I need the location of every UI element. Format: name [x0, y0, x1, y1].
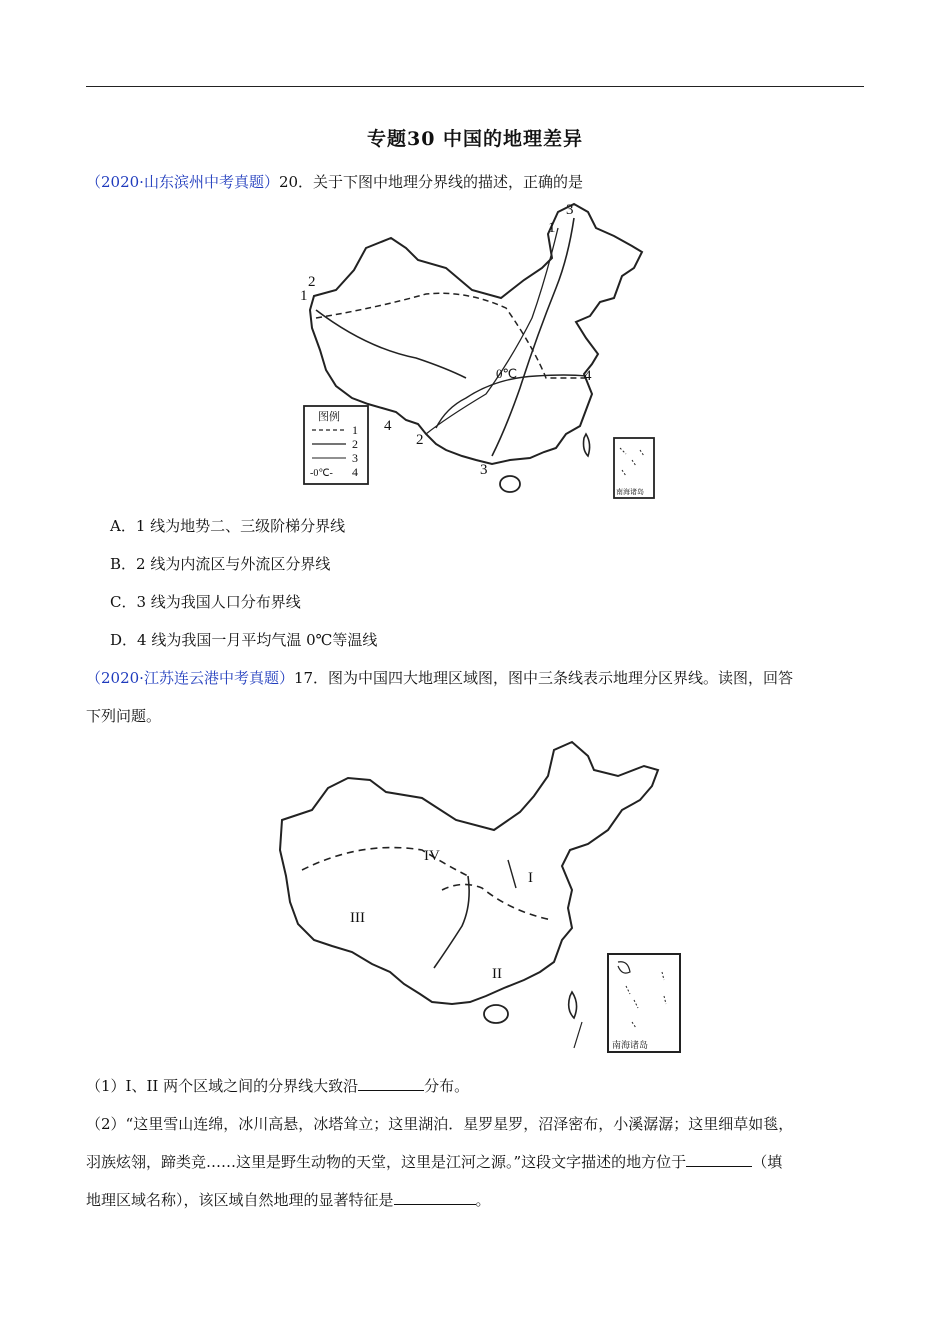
q1-map-label-2b: 2 — [416, 432, 424, 448]
q2-sub1-post: 分布。 — [424, 1077, 470, 1095]
q1-map-label-4a: 4 — [584, 368, 592, 384]
q2-four-regions-map — [272, 740, 692, 1058]
q2-source: （2020·江苏连云港中考真题） — [86, 669, 294, 687]
region-label-ii: II — [492, 966, 502, 982]
q2-sub2-answer-blank-2[interactable] — [394, 1190, 476, 1205]
q1-map-label-1b: 1 — [300, 288, 308, 304]
q1-stem: 20．关于下图中地理分界线的描述，正确的是 — [278, 173, 584, 191]
q2-sub2-line2-pre: 羽族炫翎，蹄类竞……这里是野生动物的天堂，这里是江河之源。”这段文字描述的地方位于 — [86, 1153, 687, 1171]
q2-sub1 — [86, 1076, 469, 1096]
q1-map-legend — [304, 406, 368, 484]
q1-south-china-sea-inset — [614, 438, 654, 498]
q2-sub2-line3-post: 。 — [475, 1191, 491, 1209]
q1-map-label-4b: 4 — [384, 418, 392, 434]
legend-item-3: 3 — [352, 451, 358, 465]
q1-option-c: C．3 线为我国人口分布界线 — [110, 593, 301, 611]
q2-sub1-answer-blank[interactable] — [358, 1076, 424, 1091]
q1-option-a: A．1 线为地势二、三级阶梯分界线 — [110, 517, 346, 535]
region-label-i: I — [528, 870, 533, 886]
q2-inset-label: 南海诸岛 — [612, 1041, 649, 1051]
q1-map-label-1a: 1 — [548, 220, 556, 236]
q2-sub2-line2 — [86, 1152, 782, 1172]
q2-sub2-answer-blank-1[interactable] — [686, 1152, 752, 1167]
q2-sub2-line3 — [86, 1190, 491, 1210]
q2-sub2-line1: （2）“这里雪山连绵，冰川高悬，冰塔耸立；这里湖泊．星罗星罗，沼泽密布，小溪潺潺；这里细草如毯， — [86, 1115, 794, 1133]
q2-stem-line1 — [86, 668, 793, 688]
q1-map-label-3b: 3 — [480, 462, 488, 478]
region-label-iv: IV — [424, 848, 440, 864]
q1-stem-line — [86, 172, 583, 192]
q1-map-temp-label: 0℃ — [496, 366, 518, 381]
q1-option-b: B．2 线为内流区与外流区分界线 — [110, 555, 331, 573]
q2-south-china-sea-inset — [608, 954, 680, 1052]
q2-sub1-pre: （1）I、II 两个区域之间的分界线大致沿 — [86, 1077, 359, 1095]
legend-title: 图例 — [318, 410, 340, 423]
legend-temp-symbol: -0℃- — [310, 468, 333, 479]
q1-inset-label: 南海诸岛 — [616, 488, 644, 496]
q2-stem-line2: 下列问题。 — [86, 707, 162, 725]
q2-sub2-line3-pre: 地理区域名称），该区域自然地理的显著特征是 — [86, 1191, 394, 1209]
q1-map-label-3a: 3 — [566, 202, 574, 218]
q1-china-boundary-map — [296, 198, 668, 504]
q1-option-d: D．4 线为我国一月平均气温 0℃等温线 — [110, 631, 378, 649]
q2-sub2-line2-post: （填 — [752, 1153, 783, 1171]
page-title: 专题30 中国的地理差异 — [366, 128, 584, 150]
q2-stem: 17．图为中国四大地理区域图，图中三条线表示地理分区界线。读图，回答 — [293, 669, 794, 687]
china-outline-2 — [280, 742, 658, 1004]
legend-item-2: 2 — [352, 437, 358, 451]
legend-item-1: 1 — [352, 423, 358, 437]
header-rule — [86, 86, 864, 87]
region-label-iii: III — [350, 910, 365, 926]
q1-source: （2020·山东滨州中考真题） — [86, 173, 279, 191]
legend-item-4: 4 — [352, 465, 358, 479]
q1-map-label-2a: 2 — [308, 274, 316, 290]
